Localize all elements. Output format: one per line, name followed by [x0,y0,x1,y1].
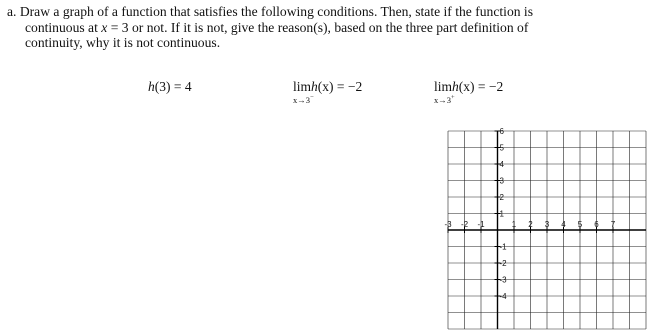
lim-operator [293,79,314,105]
limit-subscript [434,94,455,105]
x-tick-label: -2 [460,220,469,229]
problem-statement [7,4,652,51]
y-tick-label: 1 [499,209,504,219]
x-tick-label: -1 [477,220,485,229]
y-tick-labels [495,127,508,301]
x-tick-label: 1 [511,220,517,229]
y-tick-label: 2 [499,193,504,202]
lim-text: lim [293,79,312,94]
y-tick-label: -4 [499,292,507,301]
condition-text: (3) = 4 [154,79,192,94]
limit-side: − [310,94,314,101]
limit-side: + [451,94,455,101]
problem-line-2b: = 3 or not. If it is not, give the reason(s), based on the three part definition of [107,19,529,35]
condition-value-at-3 [148,79,192,95]
y-tick-label: 3 [499,176,504,186]
x-tick-label: 5 [577,220,583,229]
function-name: h [148,79,155,94]
problem-line-2 [7,20,652,36]
variable-x: x [101,19,108,35]
x-tick-label: 6 [594,220,599,229]
y-tick-label: 4 [499,160,504,169]
function-name: h [452,79,459,94]
y-tick-label: -3 [499,275,507,285]
x-tick-label: 2 [528,220,533,229]
y-tick-label: 6 [499,127,504,136]
graph-paper [446,129,646,331]
problem-line-3: continuity, why it is not continuous. [25,35,221,50]
y-tick-label: -2 [499,259,507,268]
coordinate-grid [446,129,646,336]
limit-approach: x→3 [434,94,451,105]
x-tick-label: 4 [561,220,566,229]
x-tick-label: 7 [610,220,616,229]
lim-text: lim [434,79,453,94]
y-tick-label: 5 [499,143,504,153]
condition-left-limit [293,79,363,105]
problem-line-1: a. Draw a graph of a function that satisfies the following conditions. Then, state if the function is [7,4,534,19]
function-name: h [311,79,318,94]
limit-subscript [293,94,314,105]
problem-line-2a: continuous at [25,19,102,35]
lim-operator [434,79,455,105]
condition-text: (x) = −2 [317,79,363,94]
x-tick-label: 3 [544,220,550,229]
y-tick-label: -1 [499,242,507,252]
condition-right-limit [434,79,504,105]
condition-text: (x) = −2 [458,79,504,94]
x-tick-label: -3 [444,220,452,229]
x-tick-labels [444,220,615,233]
limit-approach: x→3 [293,94,310,105]
